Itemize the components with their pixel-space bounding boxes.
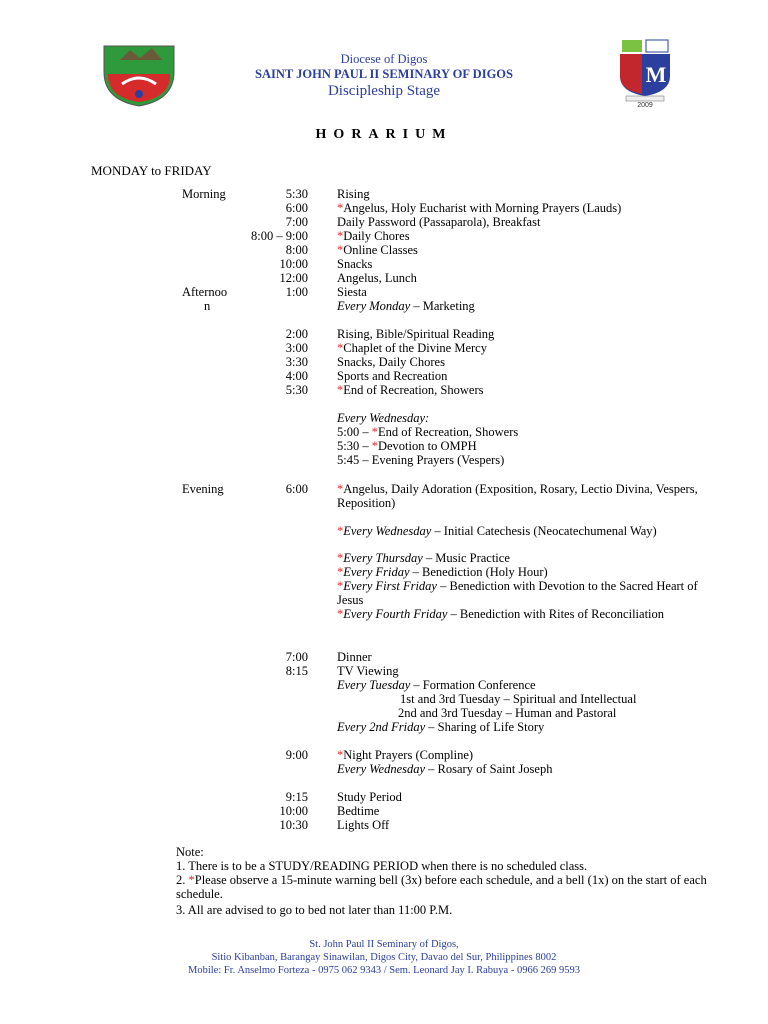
schedule-time: 7:00 — [285, 650, 308, 664]
schedule-time: 10:00 — [279, 804, 308, 818]
schedule-activity: Every Wednesday – Rosary of Saint Joseph — [337, 762, 553, 776]
schedule-time: 6:00 — [285, 482, 308, 496]
schedule-activity: Study Period — [337, 790, 402, 804]
schedule-activity: Lights Off — [337, 818, 390, 832]
note-3: 3. All are advised to go to bed not later than 11:00 P.M. — [176, 903, 453, 917]
schedule-time: 6:00 — [285, 201, 308, 215]
period-afternoon-wrap: n — [204, 299, 211, 313]
schedule-activity: 2nd and 3rd Tuesday – Human and Pastoral — [398, 706, 617, 720]
schedule-activity: Every Wednesday: — [337, 411, 430, 425]
schedule-activity: Every 2nd Friday – Sharing of Life Story — [337, 720, 545, 734]
schedule-activity: *Angelus, Daily Adoration (Exposition, Rosary, Lectio Divina, Vespers, Reposition) — [337, 482, 698, 510]
schedule-activity: Siesta — [337, 285, 367, 299]
schedule-activity: *Every Wednesday – Initial Catechesis (Neocatechumenal Way) — [337, 524, 657, 538]
schedule-activity: *Online Classes — [337, 243, 418, 257]
schedule-activity: Every Monday – Marketing — [337, 299, 475, 313]
schedule-activity: *Daily Chores — [337, 229, 410, 243]
footer-line-1: St. John Paul II Seminary of Digos, — [309, 939, 459, 950]
schedule-time: 9:00 — [285, 748, 308, 762]
schedule-activity: *Chaplet of the Divine Mercy — [337, 341, 487, 355]
schedule-time: 3:00 — [285, 341, 308, 355]
schedule-activity: *Night Prayers (Compline) — [337, 748, 474, 762]
stage-name: Discipleship Stage — [327, 83, 441, 99]
period-afternoon: Afternoo — [182, 285, 228, 299]
schedule-activity: Dinner — [337, 650, 372, 664]
schedule-activity: 1st and 3rd Tuesday – Spiritual and Intellectual — [400, 692, 637, 706]
schedule-activity: TV Viewing — [337, 664, 399, 678]
period-evening: Evening — [182, 482, 224, 496]
schedule-activity: *Every First Friday – Benediction with Devotion to the Sacred Heart of Jesus — [337, 579, 698, 607]
schedule-activity: 5:00 – *End of Recreation, Showers — [337, 425, 519, 439]
schedule-activity: *Angelus, Holy Eucharist with Morning Prayers (Lauds) — [337, 201, 622, 215]
schedule-time: 5:30 — [285, 383, 308, 397]
schedule-activity: Snacks — [337, 257, 373, 271]
schedule-time: 3:30 — [285, 355, 308, 369]
schedule-activity: Angelus, Lunch — [337, 271, 417, 285]
schedule-activity: *End of Recreation, Showers — [337, 383, 484, 397]
page-title: HORARIUM — [315, 127, 453, 142]
svg-text:M: M — [645, 62, 667, 87]
schedule-activity: *Every Friday – Benediction (Holy Hour) — [337, 565, 548, 579]
schedule-activity: Rising — [337, 187, 370, 201]
note-2: 2. *Please observe a 15-minute warning bell (3x) before each schedule, and a bell (1x) on the start of each schedule. — [176, 873, 707, 901]
schedule-time: 8:00 — [285, 243, 308, 257]
schedule-time: 4:00 — [285, 369, 308, 383]
schedule-time: 5:30 — [285, 187, 308, 201]
schedule-time: 10:30 — [279, 818, 308, 832]
diocese-name: Diocese of Digos — [340, 52, 428, 66]
schedule-activity: *Every Thursday – Music Practice — [337, 551, 510, 565]
schedule-time: 10:00 — [279, 257, 308, 271]
schedule-activity: Bedtime — [337, 804, 380, 818]
logo-year: 2009 — [637, 102, 653, 109]
schedule-time: 9:15 — [285, 790, 308, 804]
schedule-activity: *Every Fourth Friday – Benediction with Rites of Reconciliation — [337, 607, 665, 621]
schedule-activity: 5:30 – *Devotion to OMPH — [337, 439, 477, 453]
footer-line-2: Sitio Kibanban, Barangay Sinawilan, Digos City, Davao del Sur, Philippines 8002 — [211, 952, 557, 963]
schedule-activity: Rising, Bible/Spiritual Reading — [337, 327, 495, 341]
schedule-activity: Sports and Recreation — [337, 369, 448, 383]
schedule-time: 1:00 — [285, 285, 308, 299]
day-range: MONDAY to FRIDAY — [91, 163, 212, 178]
period-morning: Morning — [182, 187, 226, 201]
schedule-activity: Every Tuesday – Formation Conference — [337, 678, 536, 692]
schedule-time: 2:00 — [285, 327, 308, 341]
schedule-activity: Snacks, Daily Chores — [337, 355, 445, 369]
schedule-time: 8:15 — [285, 664, 308, 678]
note-1: 1. There is to be a STUDY/READING PERIOD when there is no scheduled class. — [176, 859, 588, 873]
schedule-time: 8:00 – 9:00 — [251, 229, 308, 243]
note-heading: Note: — [176, 845, 204, 859]
schedule-time: 7:00 — [285, 215, 308, 229]
schedule-activity: 5:45 – Evening Prayers (Vespers) — [337, 453, 505, 467]
schedule-time: 12:00 — [279, 271, 308, 285]
footer-line-3: Mobile: Fr. Anselmo Forteza - 0975 062 9343 / Sem. Leonard Jay I. Rabuya - 0966 269 9593 — [188, 965, 580, 976]
schedule-activity: Daily Password (Passaparola), Breakfast — [337, 215, 541, 229]
seminary-name: SAINT JOHN PAUL II SEMINARY OF DIGOS — [255, 67, 513, 81]
